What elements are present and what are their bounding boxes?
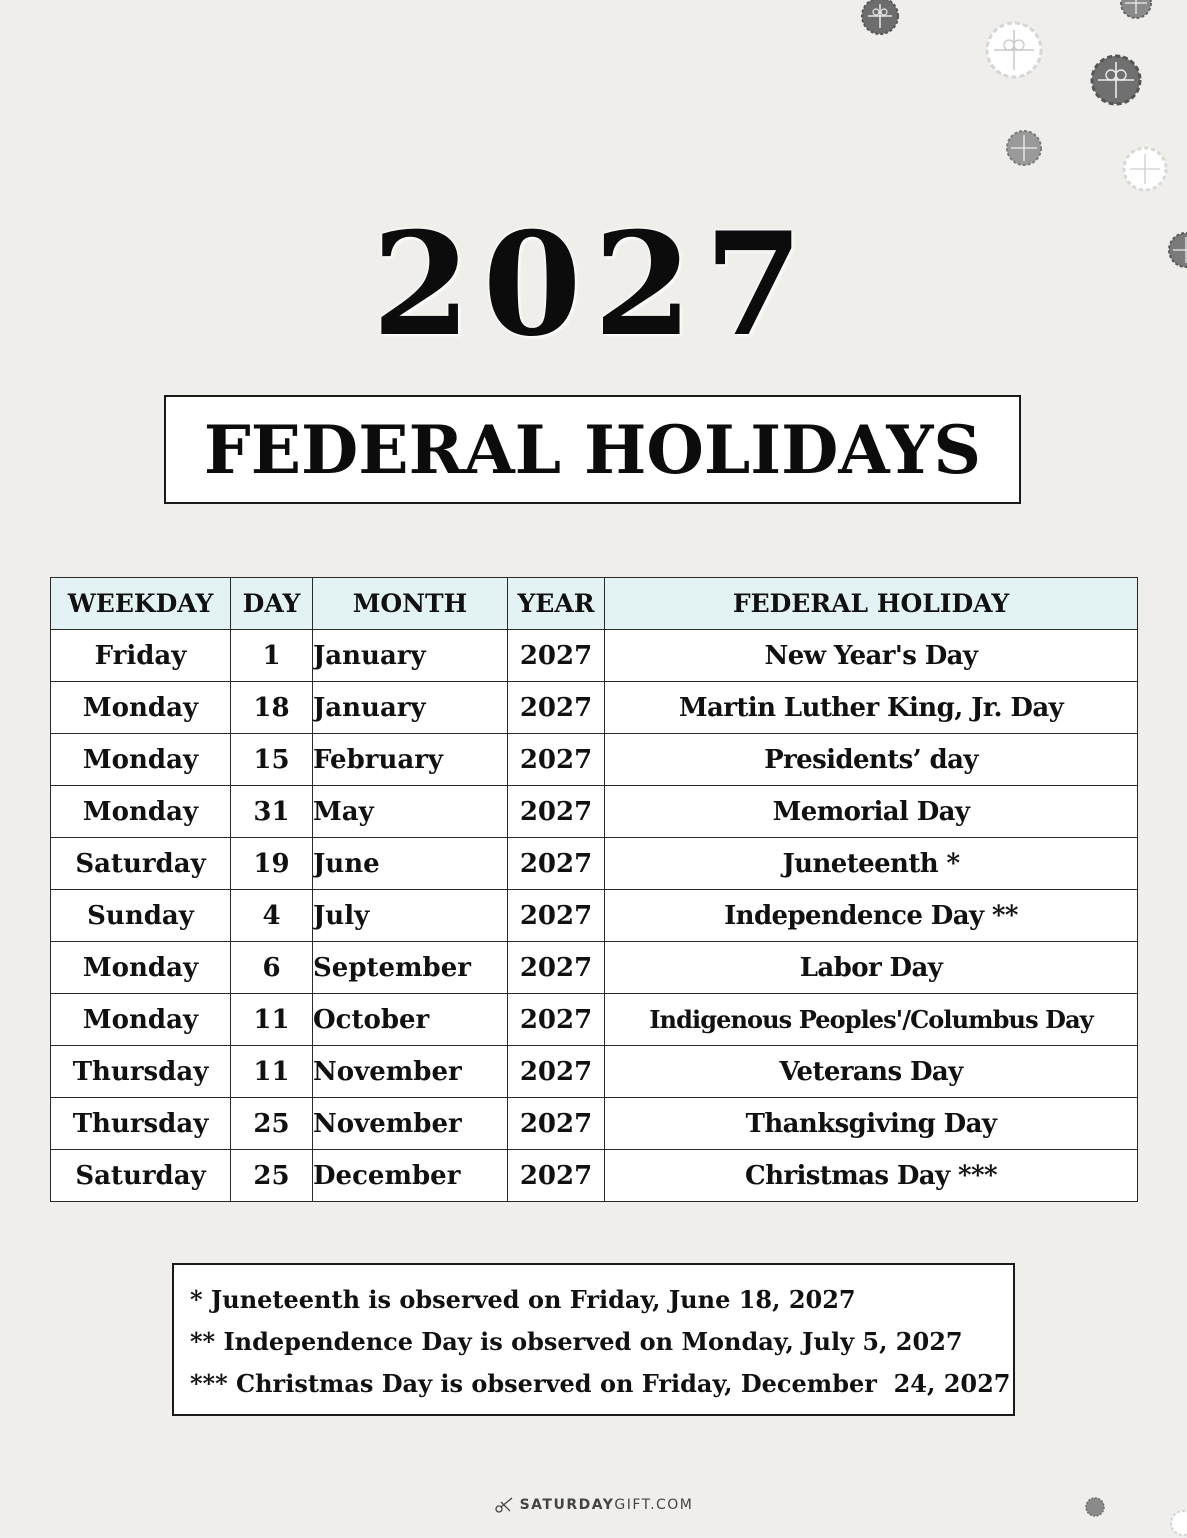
cell-day: 6 bbox=[231, 942, 313, 994]
header-month: MONTH bbox=[313, 578, 508, 630]
cell-holiday: Juneteenth * bbox=[605, 838, 1138, 890]
gift-flower-icon bbox=[982, 18, 1046, 82]
cell-month: June bbox=[313, 838, 508, 890]
note-christmas-day: *** Christmas Day is observed on Friday, December 24, 2027 bbox=[190, 1369, 1011, 1398]
header-year: YEAR bbox=[508, 578, 605, 630]
cell-day: 1 bbox=[231, 630, 313, 682]
cell-day: 11 bbox=[231, 1046, 313, 1098]
cell-year: 2027 bbox=[508, 890, 605, 942]
page-heading: FEDERAL HOLIDAYS bbox=[203, 410, 982, 489]
header-weekday: WEEKDAY bbox=[51, 578, 231, 630]
cell-month: November bbox=[313, 1046, 508, 1098]
cell-year: 2027 bbox=[508, 630, 605, 682]
holidays-table bbox=[50, 577, 1138, 1202]
heading-box bbox=[164, 395, 1021, 504]
cell-month: January bbox=[313, 630, 508, 682]
table-row bbox=[51, 1098, 1138, 1150]
gift-flower-icon bbox=[1004, 128, 1044, 168]
scissors-icon bbox=[494, 1496, 514, 1514]
header-day: DAY bbox=[231, 578, 313, 630]
cell-month: October bbox=[313, 994, 508, 1046]
cell-holiday: New Year's Day bbox=[605, 630, 1138, 682]
cell-weekday: Saturday bbox=[51, 1150, 231, 1202]
gift-flower-icon bbox=[1088, 52, 1144, 108]
cell-year: 2027 bbox=[508, 838, 605, 890]
cell-weekday: Monday bbox=[51, 682, 231, 734]
cell-month: May bbox=[313, 786, 508, 838]
cell-holiday: Memorial Day bbox=[605, 786, 1138, 838]
note-juneteenth: * Juneteenth is observed on Friday, June 18, 2027 bbox=[190, 1285, 856, 1314]
cell-year: 2027 bbox=[508, 734, 605, 786]
brand-footer bbox=[0, 1496, 1187, 1514]
table-row bbox=[51, 1150, 1138, 1202]
cell-weekday: Monday bbox=[51, 942, 231, 994]
cell-weekday: Monday bbox=[51, 786, 231, 838]
page-title-year: 2027 bbox=[371, 202, 816, 368]
cell-year: 2027 bbox=[508, 682, 605, 734]
table-row bbox=[51, 890, 1138, 942]
table-row bbox=[51, 682, 1138, 734]
cell-holiday: Christmas Day *** bbox=[605, 1150, 1138, 1202]
table-row bbox=[51, 786, 1138, 838]
cell-weekday: Thursday bbox=[51, 1098, 231, 1150]
cell-month: November bbox=[313, 1098, 508, 1150]
gift-flower-icon bbox=[858, 0, 902, 36]
table-row bbox=[51, 734, 1138, 786]
cell-weekday: Monday bbox=[51, 994, 231, 1046]
cell-day: 11 bbox=[231, 994, 313, 1046]
table-row bbox=[51, 838, 1138, 890]
table-row bbox=[51, 994, 1138, 1046]
cell-year: 2027 bbox=[508, 1046, 605, 1098]
cell-month: December bbox=[313, 1150, 508, 1202]
brand-name: SATURDAY bbox=[519, 1497, 615, 1513]
table-row bbox=[51, 1046, 1138, 1098]
cell-holiday: Thanksgiving Day bbox=[605, 1098, 1138, 1150]
cell-month: September bbox=[313, 942, 508, 994]
gift-flower-icon bbox=[1120, 144, 1170, 194]
cell-day: 18 bbox=[231, 682, 313, 734]
note-independence-day: ** Independence Day is observed on Monday, July 5, 2027 bbox=[190, 1327, 963, 1356]
cell-weekday: Friday bbox=[51, 630, 231, 682]
cell-day: 25 bbox=[231, 1098, 313, 1150]
cell-month: January bbox=[313, 682, 508, 734]
table-header-row bbox=[51, 578, 1138, 630]
cell-day: 19 bbox=[231, 838, 313, 890]
gift-flower-icon bbox=[1118, 0, 1154, 20]
cell-year: 2027 bbox=[508, 994, 605, 1046]
cell-weekday: Thursday bbox=[51, 1046, 231, 1098]
table-row bbox=[51, 630, 1138, 682]
cell-holiday: Veterans Day bbox=[605, 1046, 1138, 1098]
cell-year: 2027 bbox=[508, 786, 605, 838]
brand-domain: GIFT.COM bbox=[614, 1497, 694, 1513]
cell-month: February bbox=[313, 734, 508, 786]
cell-month: July bbox=[313, 890, 508, 942]
notes-box bbox=[172, 1263, 1015, 1416]
cell-day: 25 bbox=[231, 1150, 313, 1202]
cell-holiday: Independence Day ** bbox=[605, 890, 1138, 942]
cell-weekday: Monday bbox=[51, 734, 231, 786]
cell-day: 15 bbox=[231, 734, 313, 786]
cell-holiday: Martin Luther King, Jr. Day bbox=[605, 682, 1138, 734]
cell-holiday: Labor Day bbox=[605, 942, 1138, 994]
header-federal-holiday: FEDERAL HOLIDAY bbox=[605, 578, 1138, 630]
cell-holiday: Indigenous Peoples'/Columbus Day bbox=[605, 994, 1138, 1046]
cell-year: 2027 bbox=[508, 1150, 605, 1202]
cell-day: 31 bbox=[231, 786, 313, 838]
cell-year: 2027 bbox=[508, 942, 605, 994]
cell-weekday: Saturday bbox=[51, 838, 231, 890]
cell-year: 2027 bbox=[508, 1098, 605, 1150]
cell-day: 4 bbox=[231, 890, 313, 942]
cell-weekday: Sunday bbox=[51, 890, 231, 942]
cell-holiday: Presidents’ day bbox=[605, 734, 1138, 786]
table-row bbox=[51, 942, 1138, 994]
